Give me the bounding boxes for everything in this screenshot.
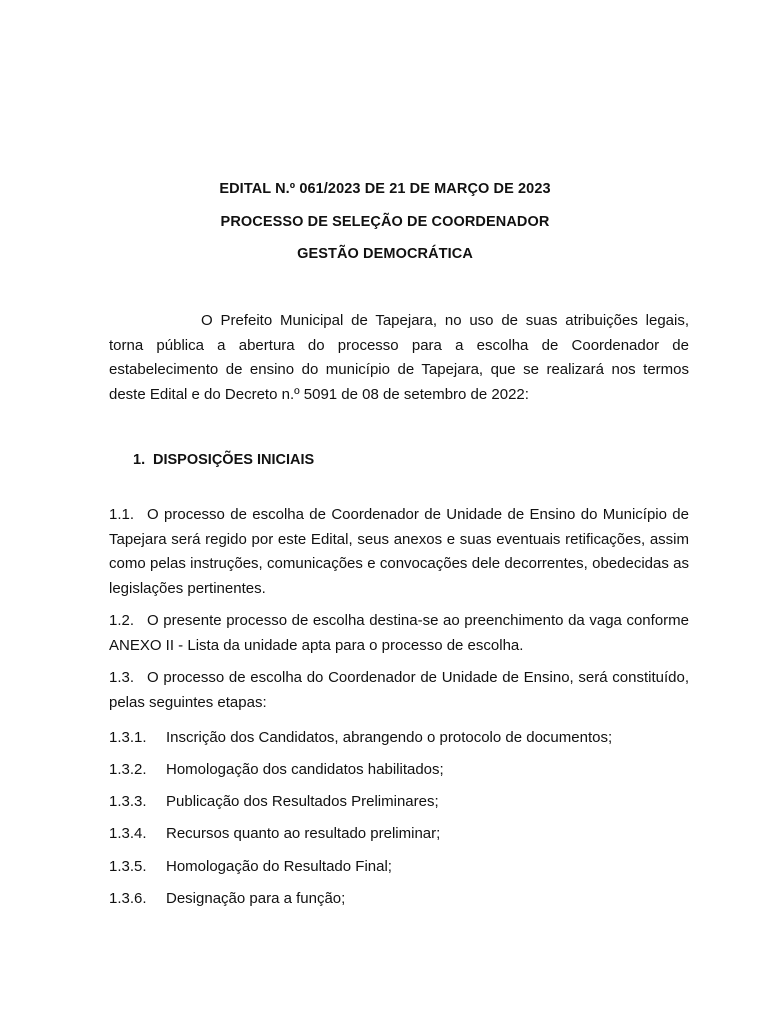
subitem-1-3-2 xyxy=(109,761,689,779)
item-number: 1.2. xyxy=(109,612,135,629)
subitem-number: 1.3.1. xyxy=(109,729,147,746)
item-text: O presente processo de escolha destina-se ao preenchimento da vaga conforme ANEXO II - Lista da unidade apta para o processo de escolha. xyxy=(109,612,689,654)
edital-title: EDITAL N.º 061/2023 DE 21 DE MARÇO DE 2023 xyxy=(219,181,551,197)
intro-paragraph xyxy=(109,309,689,407)
item-number: 1.3. xyxy=(109,669,135,686)
process-title: PROCESSO DE SELEÇÃO DE COORDENADOR xyxy=(220,214,550,230)
subitem-text: Recursos quanto ao resultado preliminar; xyxy=(166,825,441,842)
item-number: 1.1. xyxy=(109,506,135,523)
subitem-1-3-4 xyxy=(109,825,689,843)
item-1-3 xyxy=(109,666,689,715)
subitem-1-3-1 xyxy=(109,729,689,747)
subitem-text: Homologação do Resultado Final; xyxy=(166,858,392,875)
subitem-number: 1.3.4. xyxy=(109,825,147,842)
intro-text: O Prefeito Municipal de Tapejara, no uso de suas atribuições legais, torna pública a abertura do processo para a escolha de Coordenador de estabelecimento de ensino do município de Tapejara, que se realizará nos termos deste Edital e do Decreto n.º 5091 de 08 de setembro de 2022: xyxy=(109,312,689,403)
subitem-number: 1.3.3. xyxy=(109,793,147,810)
management-title: GESTÃO DEMOCRÁTICA xyxy=(297,246,473,262)
subitem-text: Inscrição dos Candidatos, abrangendo o protocolo de documentos; xyxy=(166,729,613,746)
subitem-1-3-6 xyxy=(109,890,689,908)
subitem-text: Designação para a função; xyxy=(166,890,346,907)
section-title: DISPOSIÇÕES INICIAIS xyxy=(153,452,315,468)
subitem-text: Publicação dos Resultados Preliminares; xyxy=(166,793,439,810)
item-1-1 xyxy=(109,503,689,601)
subitem-number: 1.3.6. xyxy=(109,890,147,907)
subitem-number: 1.3.5. xyxy=(109,858,147,875)
section-number: 1. xyxy=(133,452,146,468)
subitem-text: Homologação dos candidatos habilitados; xyxy=(166,761,444,778)
item-1-2 xyxy=(109,609,689,658)
item-text: O processo de escolha do Coordenador de Unidade de Ensino, será constituído, pelas seguintes etapas: xyxy=(109,669,689,711)
item-text: O processo de escolha de Coordenador de Unidade de Ensino do Município de Tapejara será regido por este Edital, seus anexos e suas eventuais retificações, assim como pelas instruções, comunicações e convocações dele decorrentes, obedecidas as legislações pertinentes. xyxy=(109,506,689,597)
subitem-1-3-3 xyxy=(109,793,689,811)
section-heading xyxy=(133,451,314,469)
subitem-1-3-5 xyxy=(109,858,689,876)
subitem-number: 1.3.2. xyxy=(109,761,147,778)
